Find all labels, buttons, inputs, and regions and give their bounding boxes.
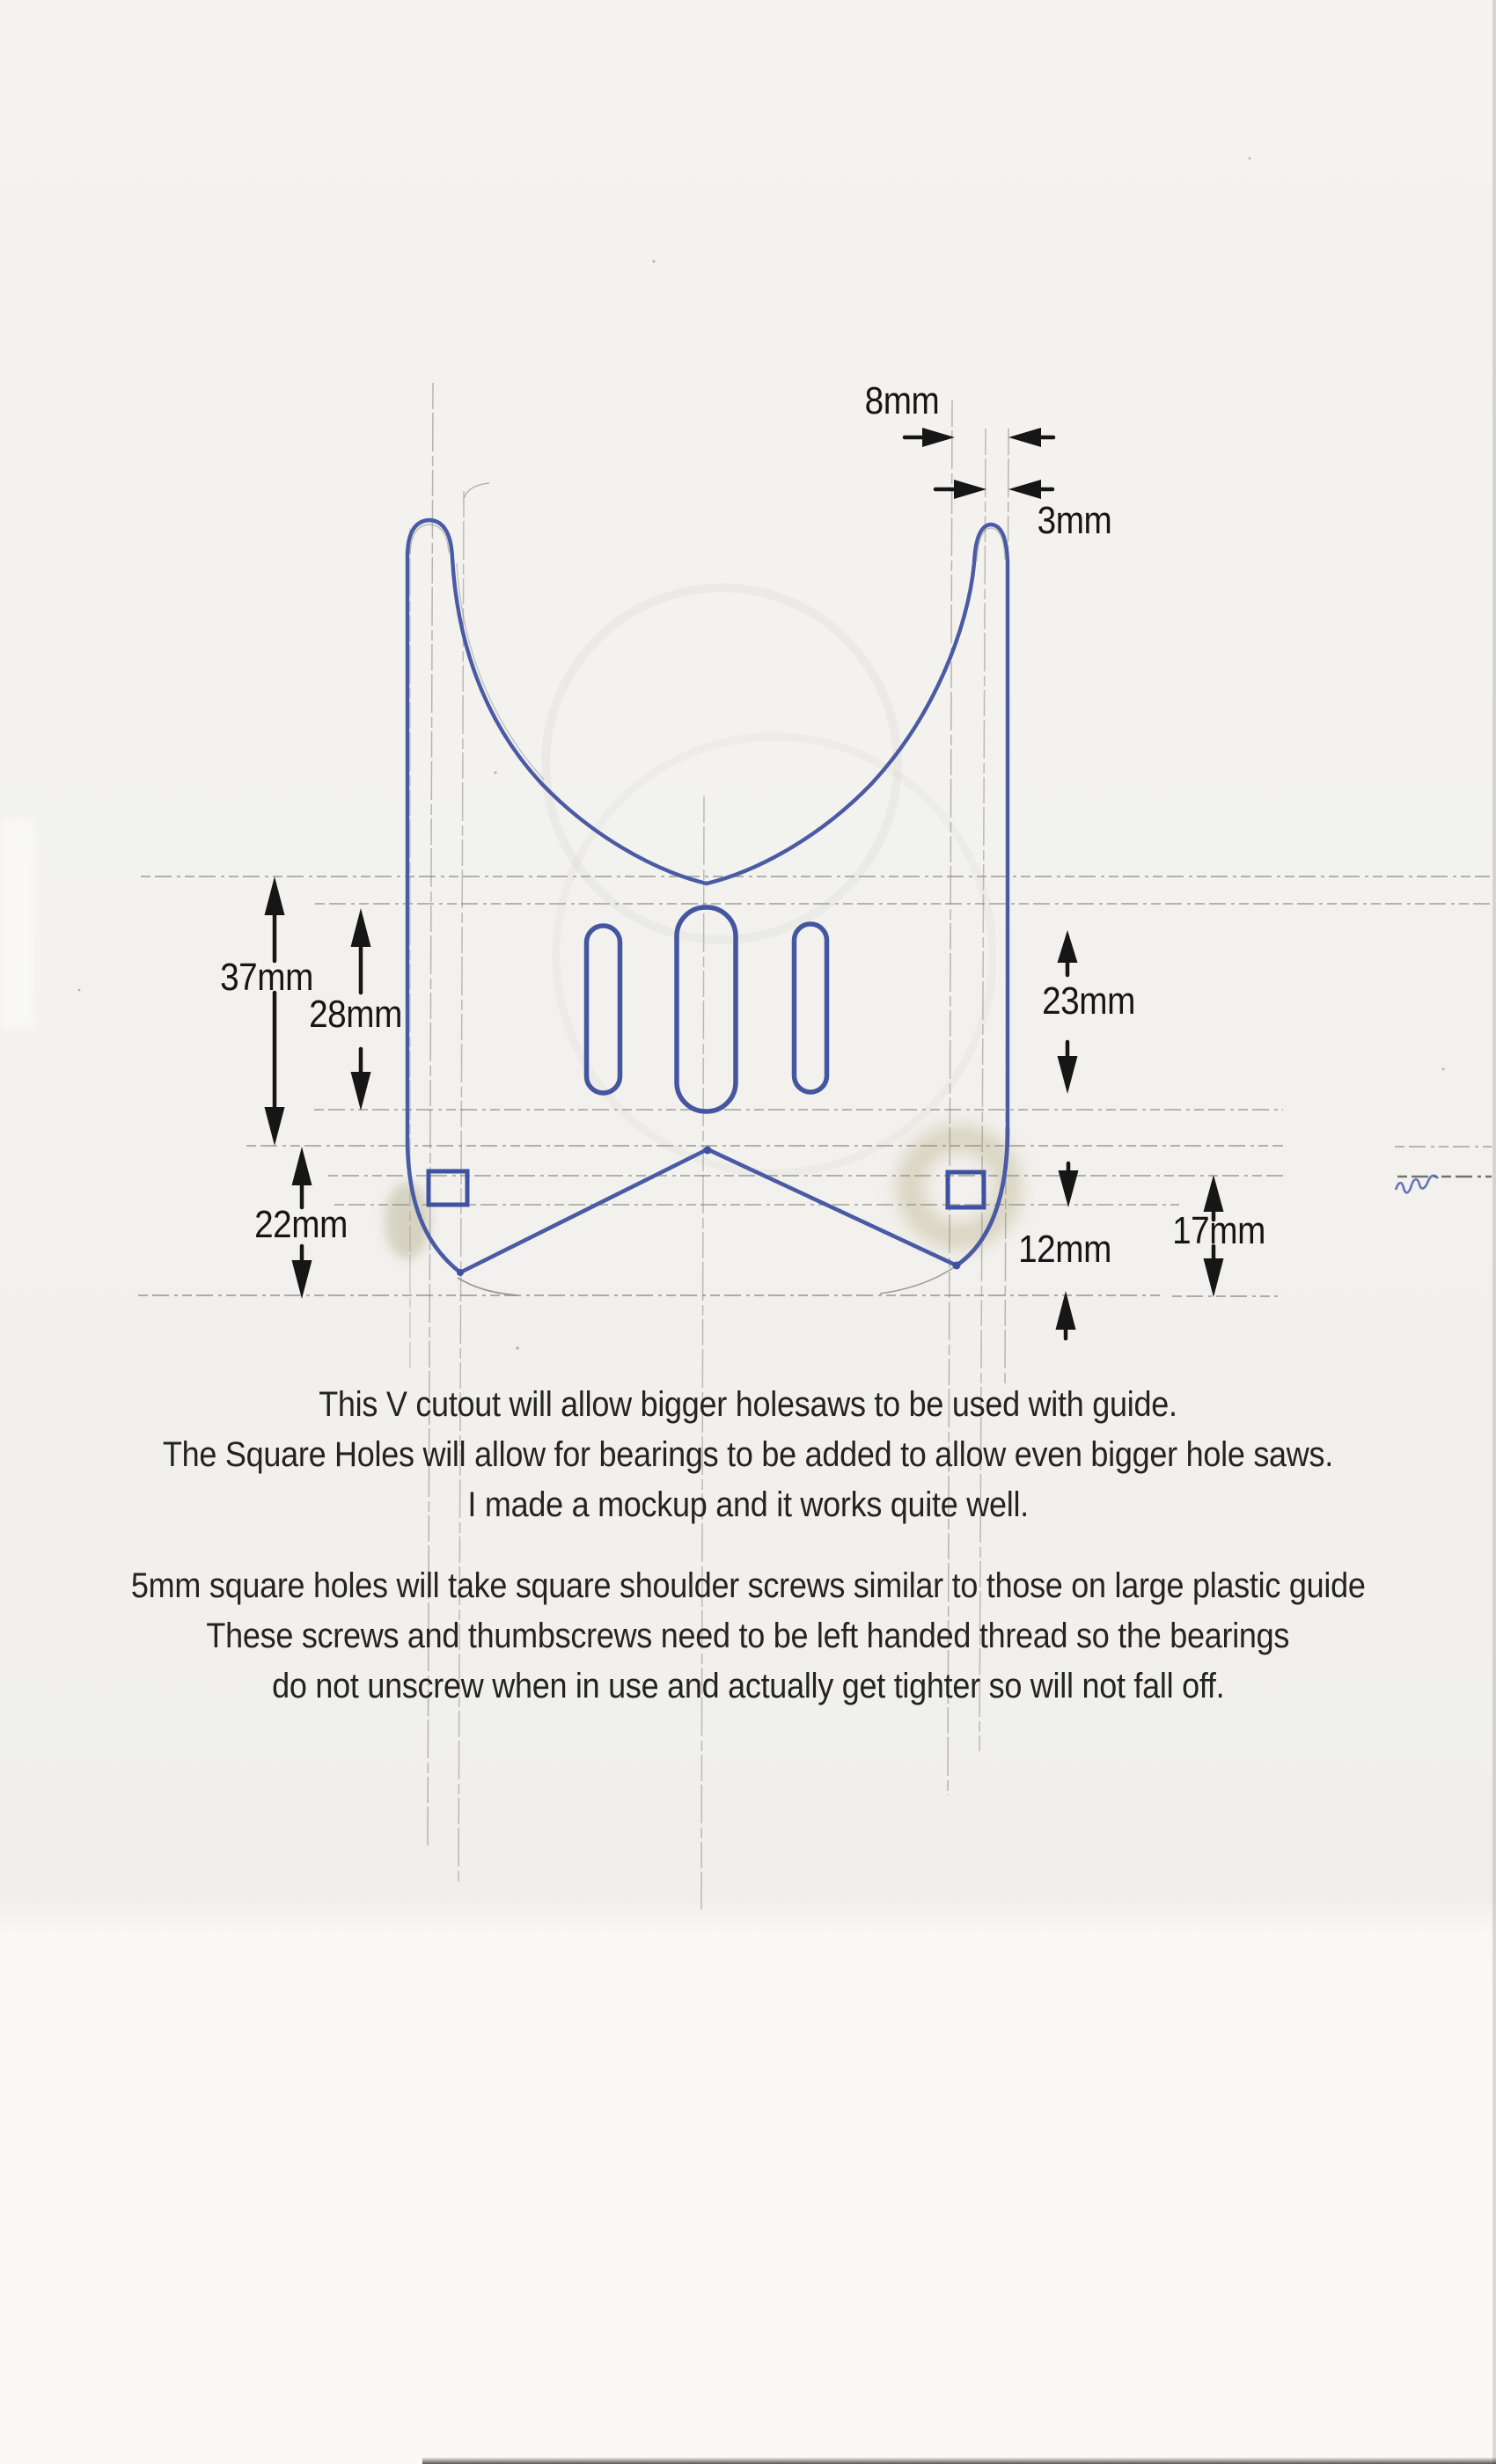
right-prong-path xyxy=(707,524,1008,1129)
note-text: The Square Holes will allow for bearings to be added to allow even bigger hole saws. xyxy=(162,1435,1334,1474)
v-wing-left xyxy=(460,1149,708,1272)
note-paragraph-1 xyxy=(0,1380,1496,1530)
right-square-hole xyxy=(948,1172,984,1207)
dimension-label-3mm xyxy=(1032,499,1117,543)
scan-bottom-edge xyxy=(422,2457,1496,2464)
note-text: These screws and thumbscrews need to be left handed thread so the bearings xyxy=(206,1617,1290,1655)
note-line xyxy=(0,1480,1496,1530)
dimension-text: 22mm xyxy=(254,1203,348,1246)
note-text: This V cutout will allow bigger holesaws to be used with guide. xyxy=(319,1385,1177,1424)
scan-right-edge xyxy=(1492,0,1496,2464)
note-line xyxy=(0,1380,1496,1430)
note-text: 5mm square holes will take square shoulder screws similar to those on large plastic guide xyxy=(130,1566,1366,1605)
dimension-text: 12mm xyxy=(1018,1228,1111,1271)
faint-guide-circles xyxy=(546,588,993,1173)
dimension-text: 28mm xyxy=(309,993,402,1036)
dimension-label-28mm xyxy=(303,993,408,1037)
dimension-label-8mm xyxy=(860,379,944,423)
dimension-label-17mm xyxy=(1166,1209,1272,1253)
dimension-label-23mm xyxy=(1036,979,1141,1023)
note-text: do not unscrew when in use and actually get tighter so will not fall off. xyxy=(271,1667,1225,1705)
note-line xyxy=(0,1611,1496,1661)
dimension-text: 17mm xyxy=(1172,1209,1265,1252)
note-line xyxy=(0,1661,1496,1712)
pen-scribble xyxy=(1396,1176,1438,1192)
dimension-text: 8mm xyxy=(864,379,940,422)
dimension-text: 37mm xyxy=(220,956,313,999)
note-text: I made a mockup and it works quite well. xyxy=(467,1485,1029,1524)
note-line xyxy=(0,1561,1496,1611)
dimension-label-22mm xyxy=(248,1203,354,1247)
note-paragraph-2 xyxy=(0,1561,1496,1712)
right-slot xyxy=(795,924,827,1092)
note-line xyxy=(0,1430,1496,1480)
dimension-text: 23mm xyxy=(1042,979,1135,1023)
dimension-label-12mm xyxy=(1012,1228,1118,1272)
dimension-text: 3mm xyxy=(1037,499,1112,542)
